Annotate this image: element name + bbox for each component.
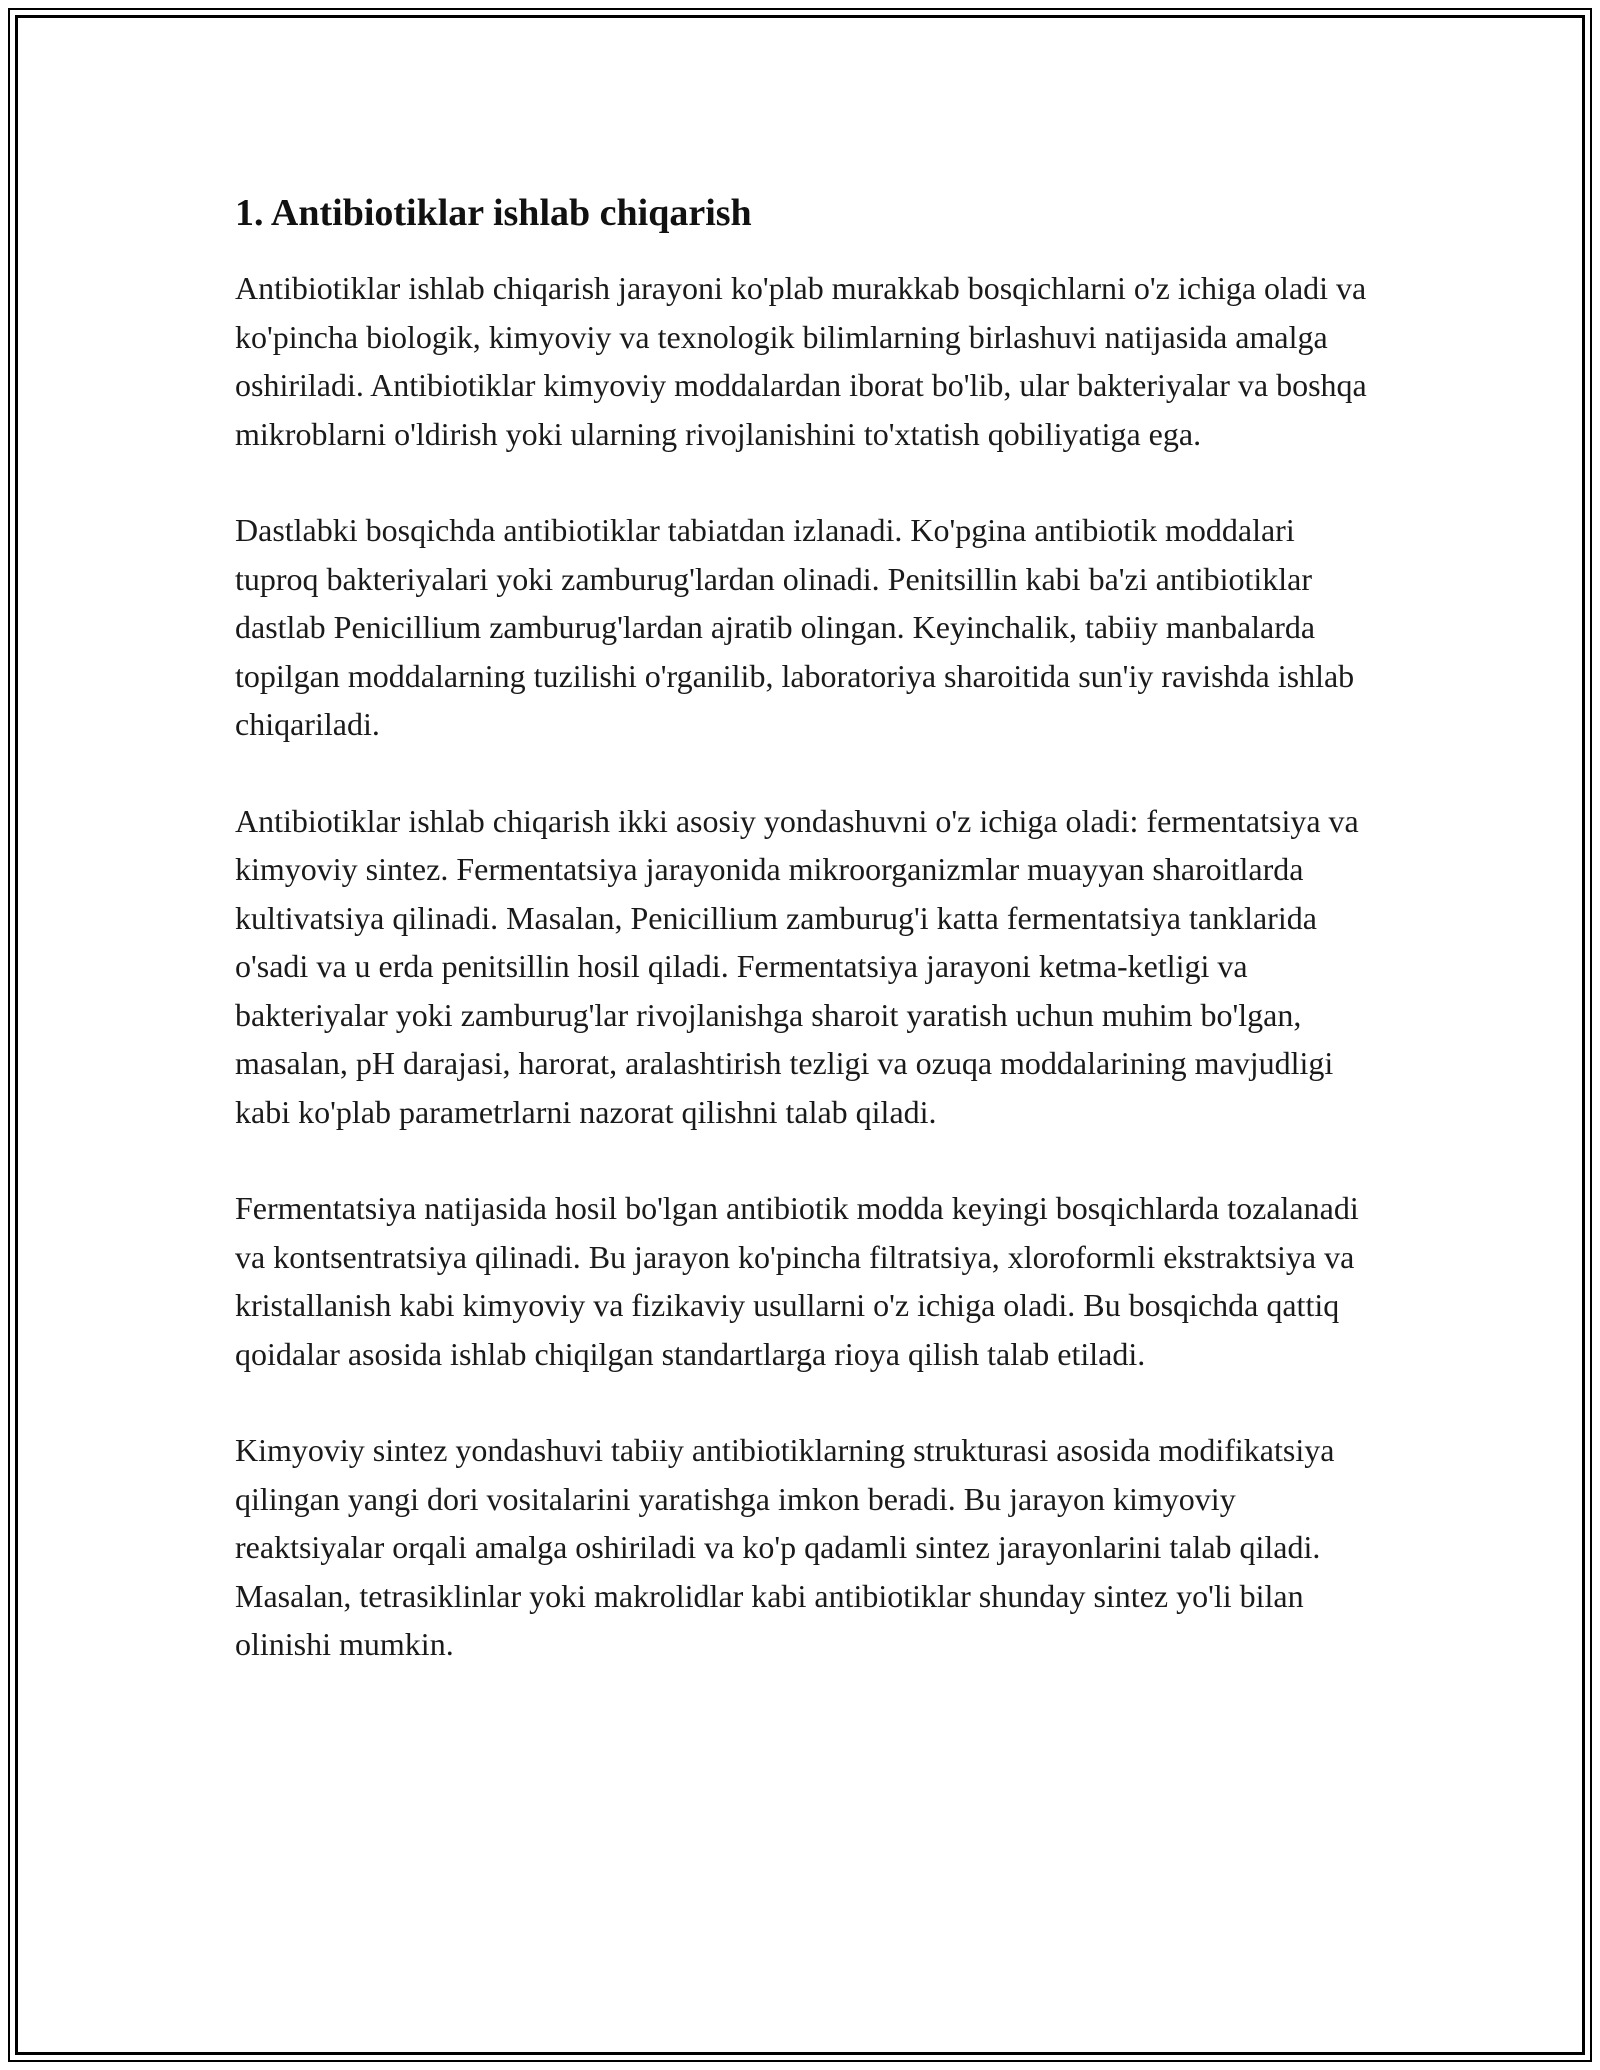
paragraph-5: Kimyoviy sintez yondashuvi tabiiy antibiotiklarning strukturasi asosida modifikatsiya qilingan yangi dori vositalarini yaratishga imkon beradi. Bu jarayon kimyoviy reaktsiyalar orqali amalga oshiriladi va ko'p qadamli sintez jarayonlarini talab qiladi. Masalan, tetrasiklinlar yoki makrolidlar kabi antibiotiklar shunday sintez yo'li bilan olinishi mumkin. (235, 1432, 1335, 1662)
paragraph-4: Fermentatsiya natijasida hosil bo'lgan antibiotik modda keyingi bosqichlarda tozalanadi va kontsentratsiya qilinadi. Bu jarayon ko'pincha filtratsiya, xloroformli ekstraktsiya va kristallanish kabi kimyoviy va fizikaviy usullarni o'z ichiga oladi. Bu bosqichda qattiq qoidalar asosida ishlab chiqilgan standartlarga rioya qilish talab etiladi. (235, 1190, 1359, 1372)
section-heading: 1. Antibiotiklar ishlab chiqarish (235, 192, 752, 234)
paragraph-3: Antibiotiklar ishlab chiqarish ikki asosiy yondashuvni o'z ichiga oladi: fermentatsiya va kimyoviy sintez. Fermentatsiya jarayonida mikroorganizmlar muayyan sharoitlarda kultivatsiya qilinadi. Masalan, Penicillium zamburug'i katta fermentatsiya tanklarida o'sadi va u erda penitsillin hosil qiladi. Fermentatsiya jarayoni ketma-ketligi va bakteriyalar yoki zamburug'lar rivojlanishga sharoit yaratish uchun muhim bo'lgan, masalan, pH darajasi, harorat, aralashtirish tezligi va ozuqa moddalarining mavjudligi kabi ko'plab parametrlarni nazorat qilishni talab qiladi. (235, 802, 1359, 1130)
paragraph-2: Dastlabki bosqichda antibiotiklar tabiatdan izlanadi. Ko'pgina antibiotik moddalari tuproq bakteriyalari yoki zamburug'lardan olinadi. Penitsillin kabi ba'zi antibiotiklar dastlab Penicillium zamburug'lardan ajratib olingan. Keyinchalik, tabiiy manbalarda topilgan moddalarning tuzilishi o'rganilib, laboratoriya sharoitida sun'iy ravishda ishlab chiqariladi. (235, 512, 1355, 742)
document-body (235, 186, 1385, 1717)
paragraph-1: Antibiotiklar ishlab chiqarish jarayoni ko'plab murakkab bosqichlarni o'z ichiga oladi va ko'pincha biologik, kimyoviy va texnologik bilimlarning birlashuvi natijasida amalga oshiriladi. Antibiotiklar kimyoviy moddalardan iborat bo'lib, ular bakteriyalar va boshqa mikroblarni o'ldirish yoki ularning rivojlanishini to'xtatish qobiliyatiga ega. (235, 270, 1367, 452)
